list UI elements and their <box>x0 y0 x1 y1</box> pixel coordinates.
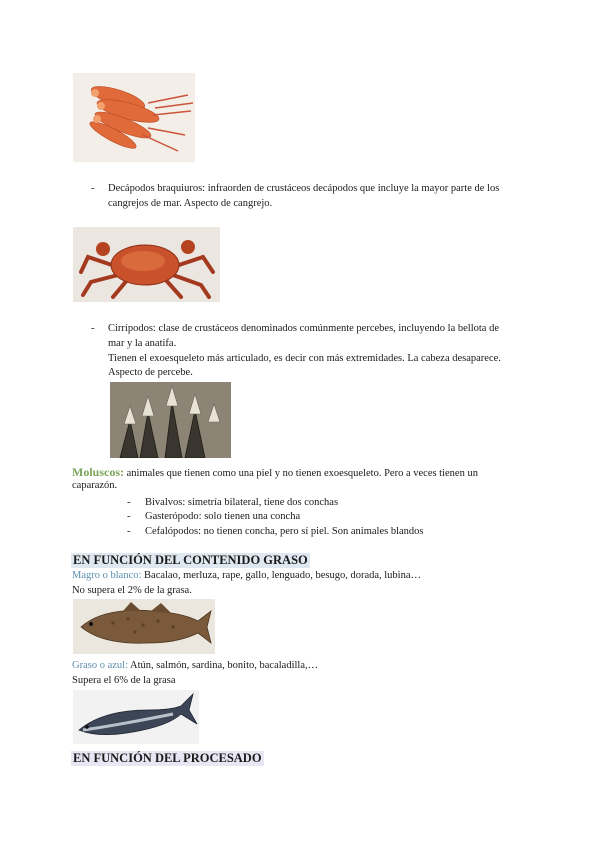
moluscos-item-cefalopodos: Cefalópodos: no tienen concha, pero sí piel. Son animales blandos <box>145 526 424 537</box>
section-heading-procesado: EN FUNCIÓN DEL PROCESADO <box>73 751 262 765</box>
moluscos-term: Moluscos: <box>72 465 124 479</box>
magro-term: Magro o blanco: <box>72 570 142 581</box>
graso-term: Graso o azul: <box>72 660 128 671</box>
cirripodos-line2: mar y la anatifa. <box>108 338 177 349</box>
moluscos-paragraph-line2: caparazón. <box>72 480 118 491</box>
magro-examples: Bacalao, merluza, rape, gallo, lenguado, besugo, dorada, lubina… <box>141 570 422 581</box>
list-dash: - <box>127 511 131 522</box>
cirripodos-line1: Cirrípodos: clase de crustáceos denominados comúnmente percebes, incluyendo la bellota de <box>108 323 499 334</box>
graso-line <box>72 660 318 671</box>
cirripodos-line3: Tienen el exoesqueleto más articulado, es decir con más extremidades. La cabeza desaparece. <box>108 353 501 364</box>
langostino-image <box>73 73 195 162</box>
moluscos-paragraph-line1 <box>72 465 478 480</box>
graso-note: Supera el 6% de la grasa <box>72 675 176 686</box>
magro-note: No supera el 2% de la grasa. <box>72 585 192 596</box>
moluscos-item-gasteropodo: Gasterópodo: solo tienen una concha <box>145 511 301 522</box>
decapodos-braquiuros-line2: cangrejos de mar. Aspecto de cangrejo. <box>108 198 273 209</box>
cangrejo-image <box>73 227 220 302</box>
graso-examples: Atún, salmón, sardina, bonito, bacaladilla,… <box>127 660 319 671</box>
list-dash: - <box>127 526 131 537</box>
bacalao-image <box>73 599 215 654</box>
cirripodos-line4: Aspecto de percebe. <box>108 367 193 378</box>
list-dash: - <box>91 323 95 334</box>
moluscos-item-bivalvos: Bivalvos: simetría bilateral, tiene dos conchas <box>145 497 339 508</box>
section-heading-contenido-graso: EN FUNCIÓN DEL CONTENIDO GRASO <box>73 553 308 567</box>
decapodos-braquiuros-line1: Decápodos braquiuros: infraorden de crustáceos decápodos que incluye la mayor parte de los <box>108 183 500 194</box>
list-dash: - <box>91 183 95 194</box>
moluscos-definition: animales que tienen como una piel y no tienen exoesqueleto. Pero a veces tienen un <box>124 468 478 479</box>
percebe-image <box>110 382 231 458</box>
pescado-azul-image <box>73 690 199 744</box>
magro-line <box>72 570 421 581</box>
list-dash: - <box>127 497 131 508</box>
